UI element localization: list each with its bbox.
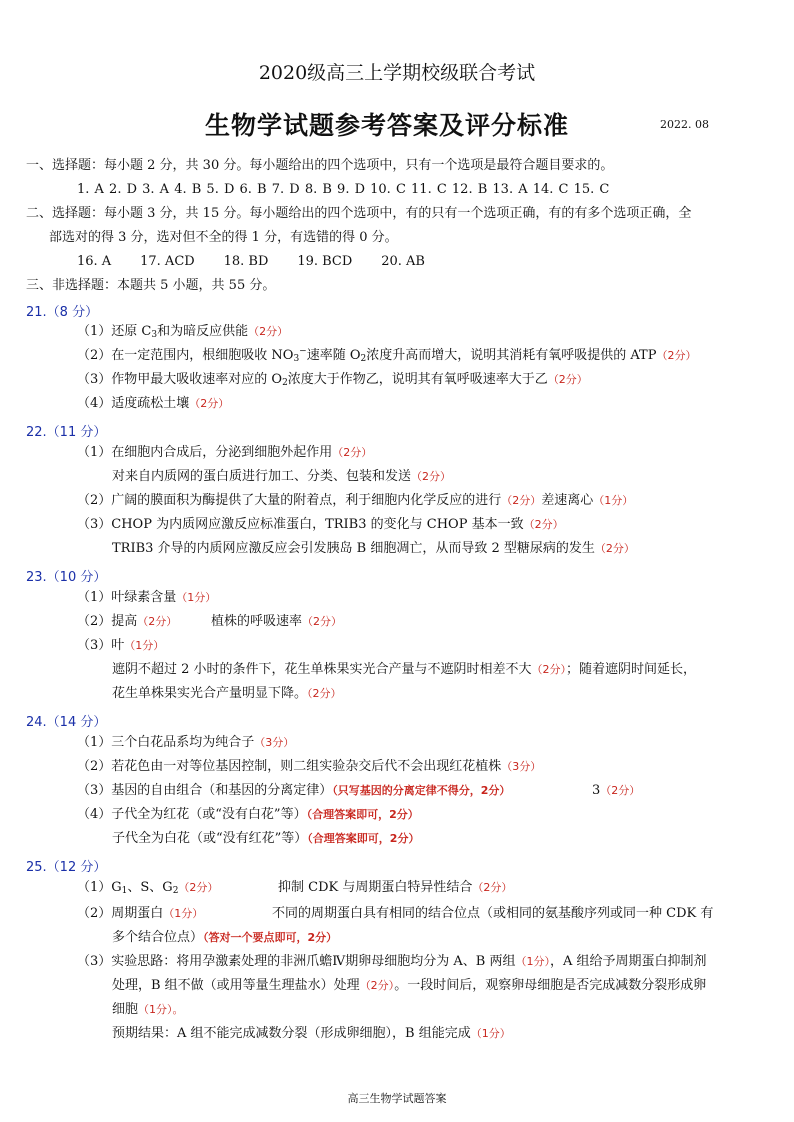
exam-date: 2022. 08 (660, 118, 709, 131)
q25-heading: 25.（12 分） (26, 860, 107, 875)
exam-title: 2020级高三上学期校级联合考试 (258, 62, 536, 84)
q24-answer-2: （2）若花色由一对等位基因控制，则二组实验杂交后代不会出现红花植株（3分） (77, 759, 542, 774)
q22-answer-2: （2）广阔的膜面积为酶提供了大量的附着点，利于细胞内化学反应的进行（2分）差速离心（1分） (77, 493, 634, 508)
q25-answer-3c: 细胞（1分）。 (112, 1002, 184, 1017)
q21-answer-1: （1）还原 $C_3$和为暗反应供能（2分） (77, 324, 289, 340)
q23-heading: 23.（10 分） (26, 570, 107, 585)
q21-answer-4: （4）适度疏松土壤（2分） (77, 396, 230, 411)
q21-answer-2: （2）在一定范围内，根细胞吸收 $NO_3^-$速率随 $O_2$浓度升高而增大，说明其消耗有氧呼吸提供的 ATP（2分） (77, 346, 697, 364)
q24-heading: 24.（14 分） (26, 715, 107, 730)
q23-answer-2b: 植株的呼吸速率（2分） (211, 614, 343, 629)
q23-answer-1: （1）叶绿素含量（1分） (77, 590, 217, 605)
q23-answer-2: （2）提高（2分） (77, 614, 178, 629)
section-2-heading-line1: 二、选择题：每小题 3 分，共 15 分。每小题给出的四个选项中，有的只有一个选项正确，有的有多个选项正确，全 (26, 206, 692, 221)
q24-answer-4b: 子代全为白花（或“没有红花”等）（合理答案即可，2分） (112, 831, 420, 846)
q23-answer-3b: 遮阴不超过 2 小时的条件下，花生单株果实光合产量与不遮阴时相差不大（2分）；随着遮阴时间延长， (112, 662, 697, 677)
q21-heading: 21.（8 分） (26, 305, 99, 320)
section-1-heading: 一、选择题：每小题 2 分，共 30 分。每小题给出的四个选项中，只有一个选项是最符合题目要求的。 (26, 158, 614, 173)
q22-answer-1b: 对来自内质网的蛋白质进行加工、分类、包装和发送（2分） (112, 469, 452, 484)
q22-heading: 22.（11 分） (26, 425, 107, 440)
section-3-heading: 三、非选择题：本题共 5 小题，共 55 分。 (26, 278, 276, 293)
q22-answer-3: （3）CHOP 为内质网应激反应标准蛋白，TRIB3 的变化与 CHOP 基本一致（2分） (77, 517, 564, 532)
q25-answer-2: （2）周期蛋白（1分） (77, 906, 204, 921)
page-footer: 高三生物学试题答案 (347, 1092, 447, 1105)
q23-answer-3c: 花生单株果实光合产量明显下降。（2分） (112, 686, 342, 701)
section-2-answers: 16. A 17. ACD 18. BD 19. BCD 20. AB (77, 254, 425, 269)
q25-answer-3: （3）实验思路：将用孕激素处理的非洲爪蟾Ⅳ期卵母细胞均分为 A、B 两组（1分），A 组给予周期蛋白抑制剂 (77, 954, 707, 969)
q25-answer-1: $(1)G_1$、S、$G_2(2$分） (77, 880, 219, 896)
q25-answer-2b: 不同的周期蛋白具有相同的结合位点（或相同的氨基酸序列或同一种 CDK 有 (272, 906, 714, 921)
q24-answer-3: （3）基因的自由组合（和基因的分离定律）（只写基因的分离定律不得分，2分） (77, 783, 511, 798)
q23-answer-3: （3）叶（1分） (77, 638, 165, 653)
q24-answer-4: （4）子代全为红花（或“没有白花”等）（合理答案即可，2分） (77, 807, 419, 822)
section-2-heading-line2: 部选对的得 3 分，选对但不全的得 1 分，有选错的得 0 分。 (49, 230, 398, 245)
q22-answer-3b: TRIB3 介导的内质网应激反应会引发胰岛 B 细胞凋亡，从而导致 2 型糖尿病的发生（2分） (112, 541, 635, 556)
answer-key-title: 生物学试题参考答案及评分标准 (205, 111, 570, 140)
q25-answer-3b: 处理，B 组不做（或用等量生理盐水）处理（2分）。一段时间后，观察卵母细胞是否完成减数分裂形成卵 (112, 978, 707, 993)
q24-answer-1: （1）三个白花品系均为纯合子（3分） (77, 735, 295, 750)
q22-answer-1: （1）在细胞内合成后，分泌到细胞外起作用（2分） (77, 445, 373, 460)
q25-answer-3d: 预期结果：A 组不能完成减数分裂（形成卵细胞），B 组能完成（1分） (112, 1026, 511, 1041)
section-1-answers: 1. A 2. D 3. A 4. B 5. D 6. B 7. D 8. B 9. D 10. C 11. C 12. B 13. A 14. C 15. C (77, 182, 610, 197)
q21-answer-3: （3）作物甲最大吸收速率对应的 $O_2$浓度大于作物乙，说明其有氧呼吸速率大于乙（2分） (77, 372, 588, 388)
q25-answer-1b: 抑制 CDK 与周期蛋白特异性结合（2分） (278, 880, 513, 895)
q24-answer-3b: 3（2分） (592, 783, 641, 798)
q25-answer-2c: 多个结合位点）（答对一个要点即可，2分） (112, 930, 338, 945)
